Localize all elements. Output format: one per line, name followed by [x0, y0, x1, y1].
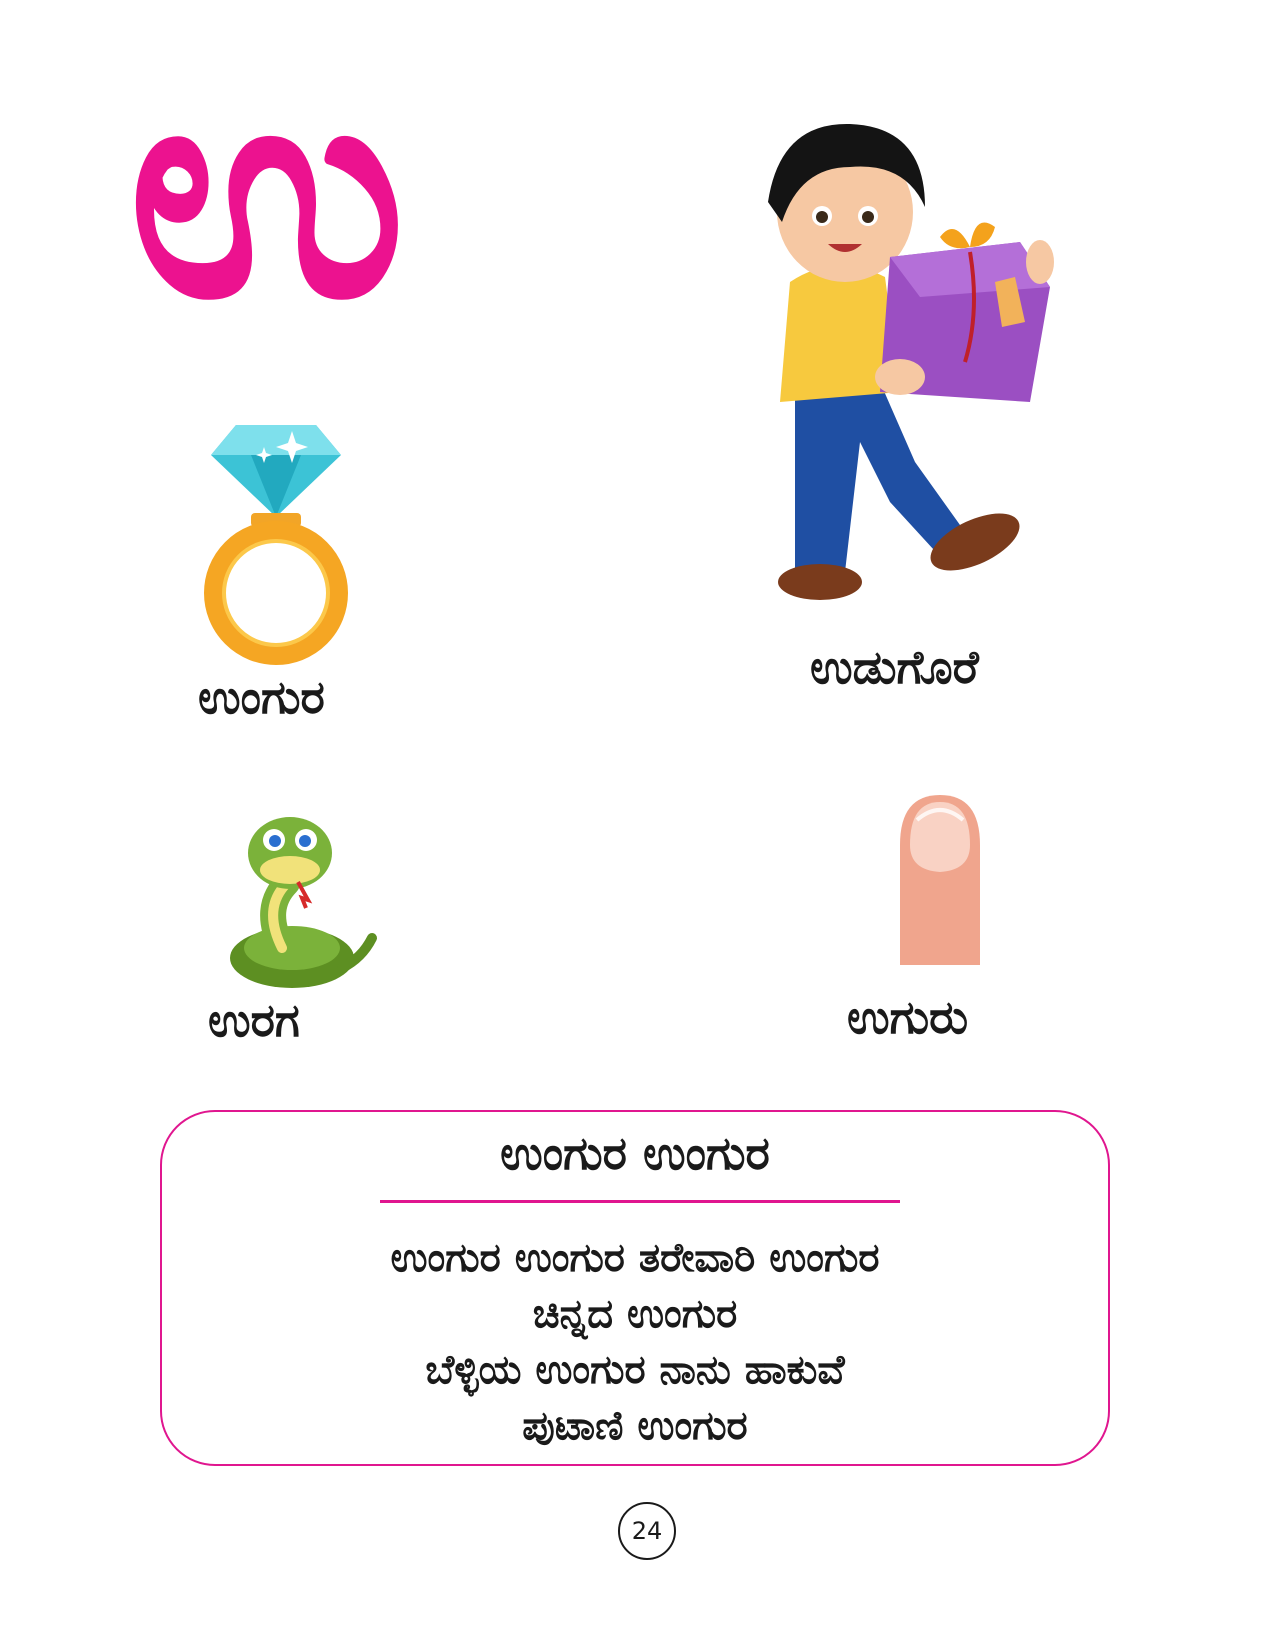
poem-line: ಪುಟಾಣಿ ಉಂಗುರ — [522, 1403, 748, 1449]
right-hand — [1026, 240, 1054, 284]
ring-band — [214, 531, 338, 655]
poem-line: ಬೆಳ್ಳಿಯ ಉಂಗುರ ನಾನು ಹಾಕುವೆ — [425, 1347, 845, 1393]
ring-band-highlight — [224, 541, 328, 645]
word-snake: ಉರಗ — [208, 993, 300, 1047]
gift-lid — [890, 242, 1050, 297]
poem-title: ಉಂಗುರ ಉಂಗುರ — [500, 1126, 770, 1180]
left-hand — [875, 359, 925, 395]
nail — [910, 802, 970, 872]
gift-bow — [940, 223, 995, 249]
boy-with-gift-image — [740, 112, 1070, 622]
poem-divider — [380, 1200, 900, 1203]
left-shoe — [778, 564, 862, 600]
big-letter: ಉ — [128, 15, 406, 364]
poem-box — [160, 1110, 1110, 1466]
poem-lines — [162, 1230, 1108, 1454]
page-number: 24 — [618, 1502, 676, 1560]
word-ring: ಉಂಗುರ — [198, 670, 325, 724]
word-nail: ಉಗುರು — [847, 990, 969, 1044]
poem-line: ಉಂಗುರ ಉಂಗುರ ತರೇವಾರಿ ಉಂಗುರ — [390, 1235, 880, 1281]
poem-line: ಚಿನ್ನದ ಉಂಗುರ — [532, 1291, 738, 1337]
diamond-top — [211, 425, 341, 455]
ring-image — [196, 425, 356, 665]
fingernail-image — [895, 790, 985, 965]
snake-snout — [260, 856, 320, 884]
snake-image — [212, 808, 382, 998]
word-gift: ಉಡುಗೊರೆ — [810, 640, 979, 694]
